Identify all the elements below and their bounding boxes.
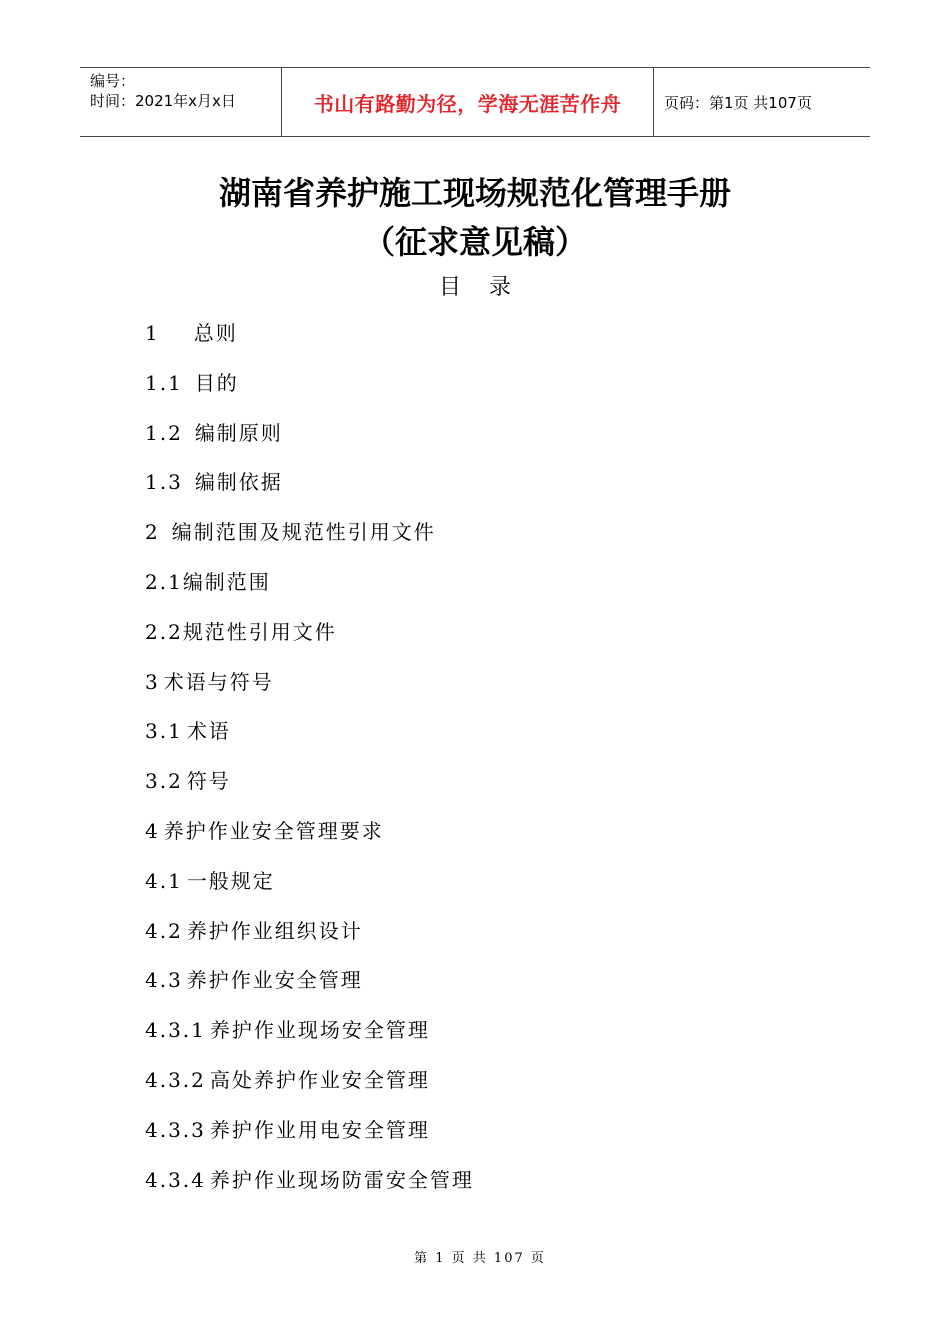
toc-entry bbox=[145, 1166, 474, 1216]
document-title: 湖南省养护施工现场规范化管理手册 bbox=[218, 174, 731, 212]
toc-entry bbox=[145, 319, 474, 369]
document-time-label: 时间：2021年x月x日 bbox=[90, 92, 236, 110]
toc-entry-title: 目的 bbox=[194, 370, 239, 395]
table-of-contents bbox=[145, 319, 474, 1215]
toc-entry bbox=[145, 1016, 474, 1066]
toc-entry-title: 规范性引用文件 bbox=[182, 619, 337, 644]
toc-entry bbox=[145, 817, 474, 867]
toc-entry bbox=[145, 419, 474, 469]
toc-entry-number: 4 bbox=[145, 818, 160, 843]
toc-entry-title: 编制范围及规范性引用文件 bbox=[171, 520, 436, 545]
toc-entry-number: 4.3 bbox=[145, 968, 183, 993]
toc-entry-title: 符号 bbox=[186, 769, 231, 794]
toc-entry-title: 一般规定 bbox=[186, 868, 275, 893]
toc-entry-number: 3.1 bbox=[145, 719, 183, 744]
toc-entry-title: 养护作业组织设计 bbox=[186, 918, 363, 943]
toc-entry-number: 4.2 bbox=[145, 918, 183, 943]
toc-entry-number: 1.2 bbox=[145, 420, 183, 445]
toc-entry-number: 4.3.2 bbox=[145, 1067, 206, 1092]
toc-entry-number: 2.1 bbox=[145, 569, 183, 594]
toc-entry bbox=[145, 966, 474, 1016]
toc-entry-title: 术语与符号 bbox=[163, 669, 274, 694]
toc-entry-title: 养护作业现场安全管理 bbox=[209, 1018, 430, 1043]
toc-entry bbox=[145, 369, 474, 419]
toc-entry bbox=[145, 917, 474, 967]
toc-entry bbox=[145, 618, 474, 668]
header-motto: 书山有路勤为径，学海无涯苦作舟 bbox=[282, 68, 654, 136]
document-subtitle: （征求意见稿） bbox=[362, 223, 587, 261]
toc-entry bbox=[145, 767, 474, 817]
toc-entry-title: 总则 bbox=[193, 321, 238, 345]
toc-entry bbox=[145, 468, 474, 518]
document-header bbox=[80, 67, 870, 137]
toc-entry bbox=[145, 1066, 474, 1116]
header-meta-cell bbox=[80, 68, 282, 136]
page-footer: 第 1 页 共 107 页 bbox=[414, 1251, 546, 1266]
toc-heading: 目录 bbox=[438, 275, 539, 300]
toc-entry-title: 养护作业现场防雷安全管理 bbox=[209, 1167, 474, 1192]
toc-entry-number: 4.3.4 bbox=[145, 1167, 206, 1192]
toc-entry bbox=[145, 668, 474, 718]
toc-entry-number: 2.2 bbox=[145, 619, 183, 644]
toc-entry-number: 1 bbox=[145, 321, 160, 345]
toc-entry-number: 4.3.1 bbox=[145, 1018, 206, 1043]
toc-entry-number: 4.1 bbox=[145, 868, 183, 893]
header-page-number: 页码：第1页 共107页 bbox=[664, 93, 812, 112]
toc-entry-title: 术语 bbox=[186, 719, 231, 744]
toc-entry-number: 1.3 bbox=[145, 470, 183, 495]
toc-entry-title: 编制范围 bbox=[182, 569, 271, 594]
document-number-label: 编号： bbox=[90, 72, 136, 90]
toc-entry bbox=[145, 518, 474, 568]
toc-entry-number: 3.2 bbox=[145, 769, 183, 794]
toc-entry-title: 养护作业安全管理 bbox=[186, 968, 363, 993]
toc-entry-number: 3 bbox=[145, 669, 160, 694]
toc-entry bbox=[145, 717, 474, 767]
toc-entry bbox=[145, 1116, 474, 1166]
toc-entry-number: 4.3.3 bbox=[145, 1117, 206, 1142]
toc-entry-title: 编制原则 bbox=[194, 420, 283, 445]
toc-entry-number: 2 bbox=[145, 520, 160, 545]
toc-entry bbox=[145, 867, 474, 917]
toc-entry bbox=[145, 568, 474, 618]
toc-entry-number: 1.1 bbox=[145, 370, 183, 395]
toc-entry-title: 养护作业安全管理要求 bbox=[163, 818, 384, 843]
toc-entry-title: 编制依据 bbox=[194, 470, 283, 495]
toc-entry-title: 高处养护作业安全管理 bbox=[209, 1067, 430, 1092]
toc-entry-title: 养护作业用电安全管理 bbox=[209, 1117, 430, 1142]
